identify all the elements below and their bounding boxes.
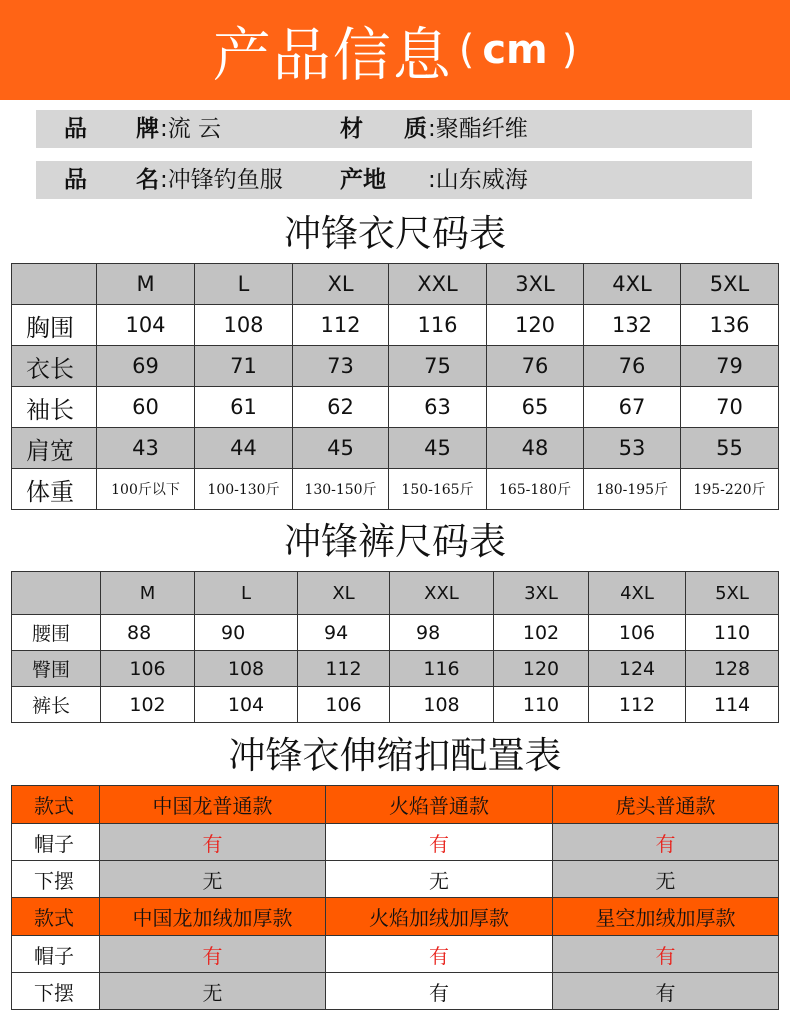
table-cell: 有 (326, 824, 553, 861)
row-label: 裤长 (12, 687, 101, 723)
table-cell: 120 (494, 651, 589, 687)
table-cell: 195-220斤 (681, 469, 779, 510)
pants-row-length (12, 687, 779, 723)
style-header-label: 款式 (12, 898, 100, 936)
table-cell: 108 (195, 651, 298, 687)
pants-size-header: 4XL (589, 572, 686, 615)
table-cell: 110 (686, 615, 779, 651)
table-cell: 165-180斤 (487, 469, 584, 510)
table-cell: 63 (389, 387, 487, 428)
table-cell: 有 (326, 973, 553, 1010)
table-cell: 71 (195, 346, 293, 387)
origin-key: 产地 (340, 167, 386, 193)
pants-size-table (11, 571, 779, 723)
table-cell: 55 (681, 428, 779, 469)
zipper-config-title: 冲锋衣伸缩扣配置表 (228, 734, 562, 777)
jacket-size-title: 冲锋衣尺码表 (284, 212, 506, 255)
jacket-size-header: 4XL (584, 264, 681, 305)
material-key-2: 质 (404, 116, 427, 142)
table-cell: 108 (195, 305, 293, 346)
row-label: 袖长 (12, 387, 97, 428)
table-cell: 53 (584, 428, 681, 469)
table-cell: 88 (101, 615, 195, 651)
style-name: 星空加绒加厚款 (553, 898, 779, 936)
material-value: :聚酯纤维 (428, 116, 528, 142)
pants-size-header: 5XL (686, 572, 779, 615)
jacket-row-length (12, 346, 779, 387)
table-cell: 110 (494, 687, 589, 723)
row-label: 帽子 (12, 936, 100, 973)
table-cell: 132 (584, 305, 681, 346)
name-value: :冲锋钓鱼服 (160, 167, 283, 193)
jacket-row-sleeve (12, 387, 779, 428)
table-cell: 有 (100, 824, 326, 861)
table-cell: 136 (681, 305, 779, 346)
row-label: 下摆 (12, 861, 100, 898)
jacket-size-header: XL (293, 264, 389, 305)
table-cell: 104 (195, 687, 298, 723)
table-cell: 106 (101, 651, 195, 687)
hem-row (12, 973, 779, 1010)
table-cell: 180-195斤 (584, 469, 681, 510)
row-label: 肩宽 (12, 428, 97, 469)
pants-size-header: L (195, 572, 298, 615)
banner-unit: cm (482, 27, 548, 73)
row-label: 下摆 (12, 973, 100, 1010)
style-header-row (12, 898, 779, 936)
name-key-2: 名 (136, 167, 159, 193)
table-cell: 106 (298, 687, 390, 723)
hem-row (12, 861, 779, 898)
jacket-row-shoulder (12, 428, 779, 469)
table-cell: 128 (686, 651, 779, 687)
pants-header-row (12, 572, 779, 615)
table-cell: 79 (681, 346, 779, 387)
table-cell: 无 (100, 861, 326, 898)
table-cell: 65 (487, 387, 584, 428)
row-label: 臀围 (12, 651, 101, 687)
table-cell: 有 (553, 973, 779, 1010)
style-name: 中国龙普通款 (100, 786, 326, 824)
jacket-row-weight (12, 469, 779, 510)
pants-size-header: XL (298, 572, 390, 615)
table-cell: 102 (101, 687, 195, 723)
table-cell: 106 (589, 615, 686, 651)
jacket-size-header: 3XL (487, 264, 584, 305)
hood-row (12, 824, 779, 861)
table-cell: 无 (326, 861, 553, 898)
table-cell: 76 (584, 346, 681, 387)
style-header-row (12, 786, 779, 824)
name-key-1: 品 (64, 167, 87, 193)
table-cell: 45 (293, 428, 389, 469)
table-cell: 150-165斤 (389, 469, 487, 510)
jacket-size-header: 5XL (681, 264, 779, 305)
table-cell: 90 (195, 615, 298, 651)
table-cell: 48 (487, 428, 584, 469)
pants-size-header: 3XL (494, 572, 589, 615)
style-name: 虎头普通款 (553, 786, 779, 824)
table-cell: 124 (589, 651, 686, 687)
table-cell: 108 (390, 687, 494, 723)
row-label: 衣长 (12, 346, 97, 387)
table-cell: 98 (390, 615, 494, 651)
table-cell: 120 (487, 305, 584, 346)
table-cell: 112 (298, 651, 390, 687)
table-cell: 67 (584, 387, 681, 428)
jacket-size-header: XXL (389, 264, 487, 305)
table-cell: 112 (589, 687, 686, 723)
pants-row-waist (12, 615, 779, 651)
table-cell: 无 (100, 973, 326, 1010)
hood-row (12, 936, 779, 973)
brand-value: :流 云 (160, 116, 222, 142)
jacket-corner-cell (12, 264, 97, 305)
style-name: 火焰普通款 (326, 786, 553, 824)
pants-corner-cell (12, 572, 101, 615)
table-cell: 130-150斤 (293, 469, 389, 510)
table-cell: 有 (326, 936, 553, 973)
title-banner (0, 0, 790, 100)
table-cell: 69 (97, 346, 195, 387)
pants-size-header: XXL (390, 572, 494, 615)
banner-paren-close: ) (561, 27, 578, 73)
table-cell: 有 (553, 824, 779, 861)
material-key-1: 材 (340, 116, 363, 142)
brand-key-1: 品 (64, 116, 87, 142)
table-cell: 116 (390, 651, 494, 687)
jacket-size-header: M (97, 264, 195, 305)
zipper-config-table (11, 785, 779, 1010)
table-cell: 45 (389, 428, 487, 469)
jacket-header-row (12, 264, 779, 305)
table-cell: 有 (100, 936, 326, 973)
table-cell: 112 (293, 305, 389, 346)
table-cell: 61 (195, 387, 293, 428)
jacket-size-header: L (195, 264, 293, 305)
row-label: 胸围 (12, 305, 97, 346)
table-cell: 44 (195, 428, 293, 469)
style-name: 火焰加绒加厚款 (326, 898, 553, 936)
jacket-size-table (11, 263, 779, 510)
row-label: 帽子 (12, 824, 100, 861)
table-cell: 102 (494, 615, 589, 651)
brand-key-2: 牌 (136, 116, 159, 142)
table-cell: 有 (553, 936, 779, 973)
table-cell: 76 (487, 346, 584, 387)
info-row-brand (36, 110, 752, 148)
table-cell: 43 (97, 428, 195, 469)
table-cell: 70 (681, 387, 779, 428)
jacket-row-chest (12, 305, 779, 346)
banner-paren-open: ( (458, 27, 475, 73)
table-cell: 无 (553, 861, 779, 898)
pants-row-hip (12, 651, 779, 687)
table-cell: 60 (97, 387, 195, 428)
table-cell: 75 (389, 346, 487, 387)
table-cell: 73 (293, 346, 389, 387)
style-header-label: 款式 (12, 786, 100, 824)
banner-title: 产品信息 (212, 21, 453, 89)
origin-value: :山东威海 (428, 167, 528, 193)
table-cell: 114 (686, 687, 779, 723)
table-cell: 104 (97, 305, 195, 346)
table-cell: 100-130斤 (195, 469, 293, 510)
pants-size-title: 冲锋裤尺码表 (284, 520, 506, 563)
row-label: 体重 (12, 469, 97, 510)
info-row-name (36, 161, 752, 199)
table-cell: 116 (389, 305, 487, 346)
style-name: 中国龙加绒加厚款 (100, 898, 326, 936)
table-cell: 62 (293, 387, 389, 428)
table-cell: 94 (298, 615, 390, 651)
row-label: 腰围 (12, 615, 101, 651)
table-cell: 100斤以下 (97, 469, 195, 510)
pants-size-header: M (101, 572, 195, 615)
